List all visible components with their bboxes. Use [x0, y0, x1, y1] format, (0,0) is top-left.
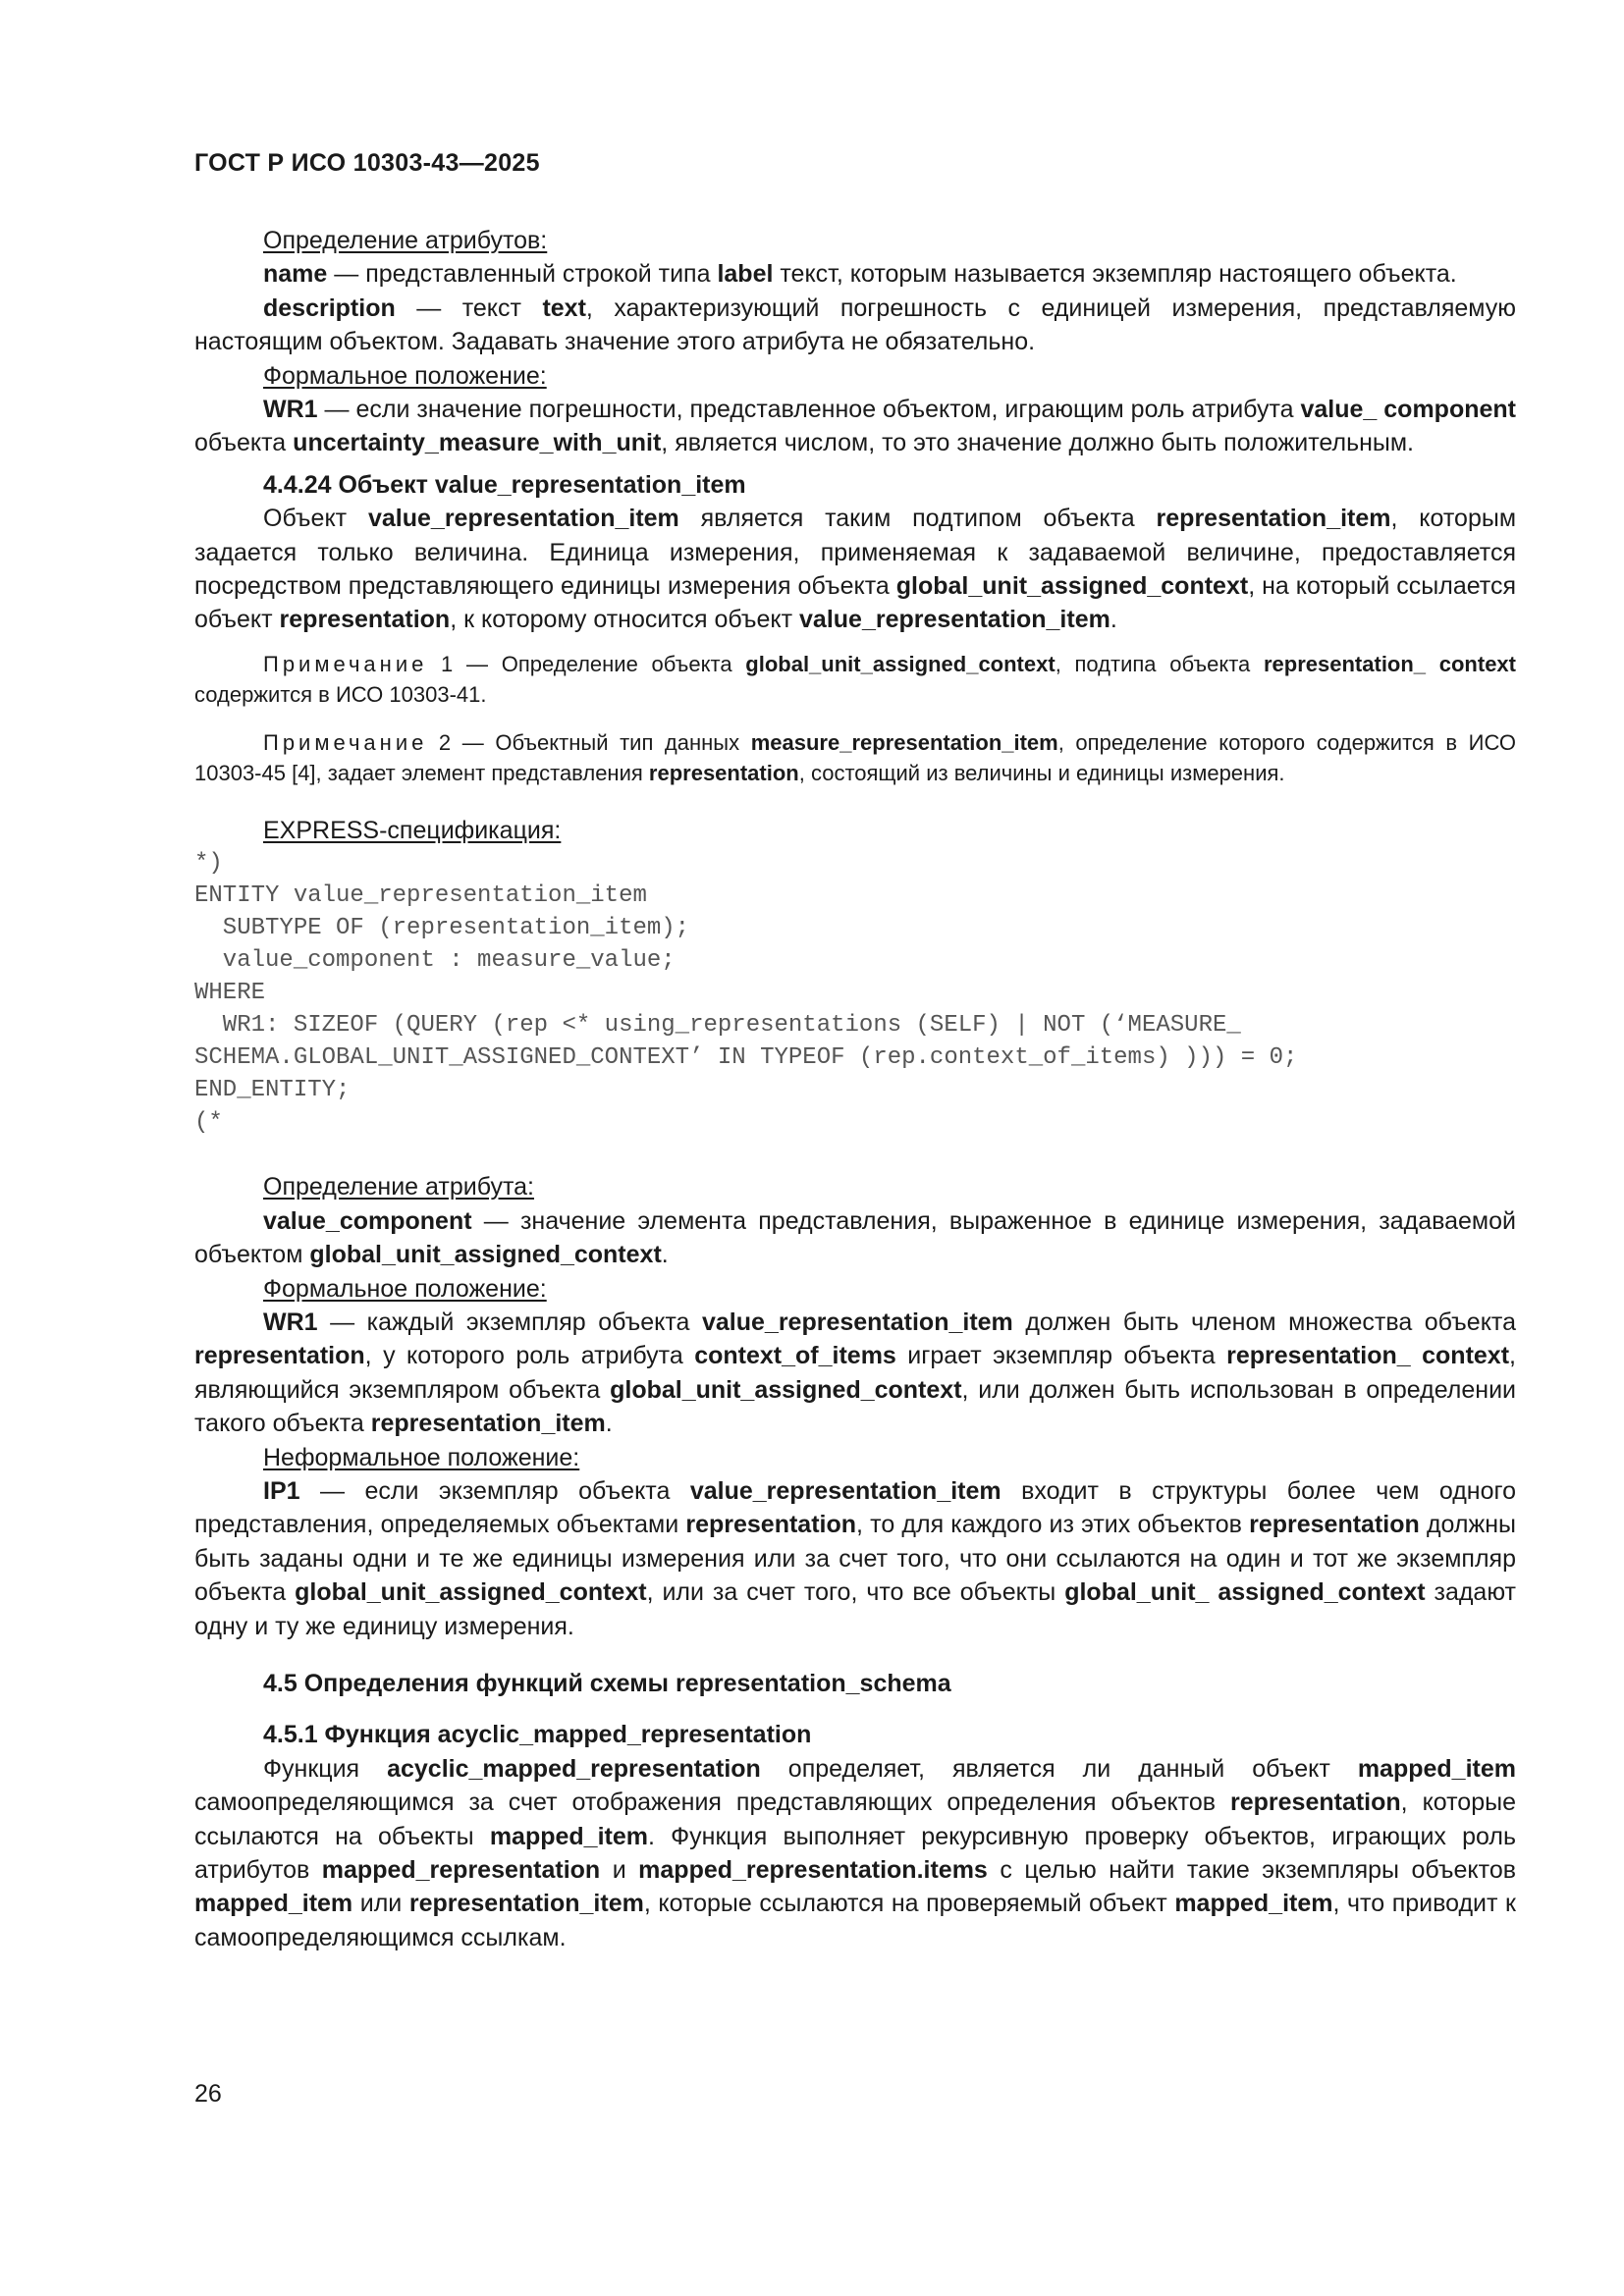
section-4-4-24-paragraph: Объект value_representation_item является таким подтипом объекта representation_item, которым задается только величина. Единица измерения, применяемая к задаваемой величине, предоставляется посредством представляющего единицы измерения объекта global_unit_assigned_context, на который ссылается объект representation, к которому относится объект value_representation_item. — [194, 505, 1517, 634]
express-code-block: *) ENTITY value_representation_item SUBTYPE OF (representation_item); value_component : measure_value; WHERE WR1: SIZEOF (QUERY (rep <* using_representations (SELF) | NOT (‘MEASURE_ SCHEMA.GLOBAL_UNIT_ASSIGNED_CONTEXT’ IN TYPEOF (rep.context_of_items) ))) = 0; END_ENTITY; (* — [194, 850, 1298, 1137]
formal-proposition-heading-2: Формальное положение: — [263, 1274, 547, 1303]
section-4-5-1-paragraph: Функция acyclic_mapped_representation определяет, является ли данный объект mapped_item самоопределяющимся за счет отображения представляющих определения объектов representation, которые ссылаются на объекты mapped_item. Функция выполняет рекурсивную проверку объектов, играющих роль атрибутов mapped_representation и mapped_representation.items с целью найти такие экземпляры объектов mapped_item или representation_item, которые ссылаются на проверяемый объект mapped_item, что приводит к самоопределяющимся ссылкам. — [194, 1754, 1517, 1951]
section-4-5-heading: 4.5 Определения функций схемы representation_schema — [263, 1669, 951, 1697]
page-number: 26 — [194, 2080, 222, 2108]
name-attribute-paragraph: name — представленный строкой типа label текст, которым называется экземпляр настоящего объекта. — [263, 260, 1457, 289]
value-component-paragraph: value_component — значение элемента представления, выраженное в единице измерения, задаваемой объектом global_unit_assigned_context. — [194, 1206, 1516, 1269]
attribute-heading: Определение атрибута: — [263, 1173, 534, 1201]
note-1: Примечание 1 — Определение объекта global_unit_assigned_context, подтипа объекта representation_ context содержится в ИСО 10303-41. — [194, 651, 1516, 707]
attributes-heading: Определение атрибутов: — [263, 227, 548, 254]
informal-proposition-heading: Неформальное положение: — [263, 1443, 580, 1471]
section-4-4-24-heading: 4.4.24 Объект value_representation_item — [263, 470, 746, 499]
page-body — [194, 224, 1516, 1954]
description-attribute-paragraph: description — текст text, характеризующий погрешность с единицей измерения, представляемую настоящим объектом. Задавать значение этого атрибута не обязательно. — [194, 294, 1516, 356]
page-header: ГОСТ Р ИСО 10303-43—2025 — [194, 149, 540, 177]
section-4-5-1-heading: 4.5.1 Функция acyclic_mapped_representation — [263, 1721, 812, 1749]
ip1-paragraph: IP1 — если экземпляр объекта value_representation_item входит в структуры более чем одного представления, определяемых объектами representation, то для каждого из этих объектов representation должны быть заданы одни и те же единицы измерения или за счет того, что они ссылаются на один и тот же экземпляр объекта global_unit_assigned_context, или за счет того, что все объекты global_unit_ assigned_context задают одну и ту же единицу измерения. — [194, 1476, 1516, 1640]
express-heading: EXPRESS-спецификация: — [263, 816, 562, 844]
wr1-paragraph: WR1 — если значение погрешности, представленное объектом, играющим роль атрибута value_ component объекта uncertainty_measure_with_unit, является числом, то это значение должно быть положительным. — [194, 396, 1516, 457]
formal-proposition-heading: Формальное положение: — [263, 361, 547, 390]
note-2: Примечание 2 — Объектный тип данных measure_representation_item, определение которого содержится в ИСО 10303-45 [4], задает элемент представления representation, состоящий из величины и единицы измерения. — [194, 729, 1516, 785]
wr1-paragraph-2: WR1 — каждый экземпляр объекта value_representation_item должен быть членом множества объекта representation, у которого роль атрибута context_of_items играет экземпляр объекта representation_ context, являющийся экземпляром объекта global_unit_assigned_context, или должен быть использован в определении такого объекта representation_item. — [194, 1308, 1516, 1438]
